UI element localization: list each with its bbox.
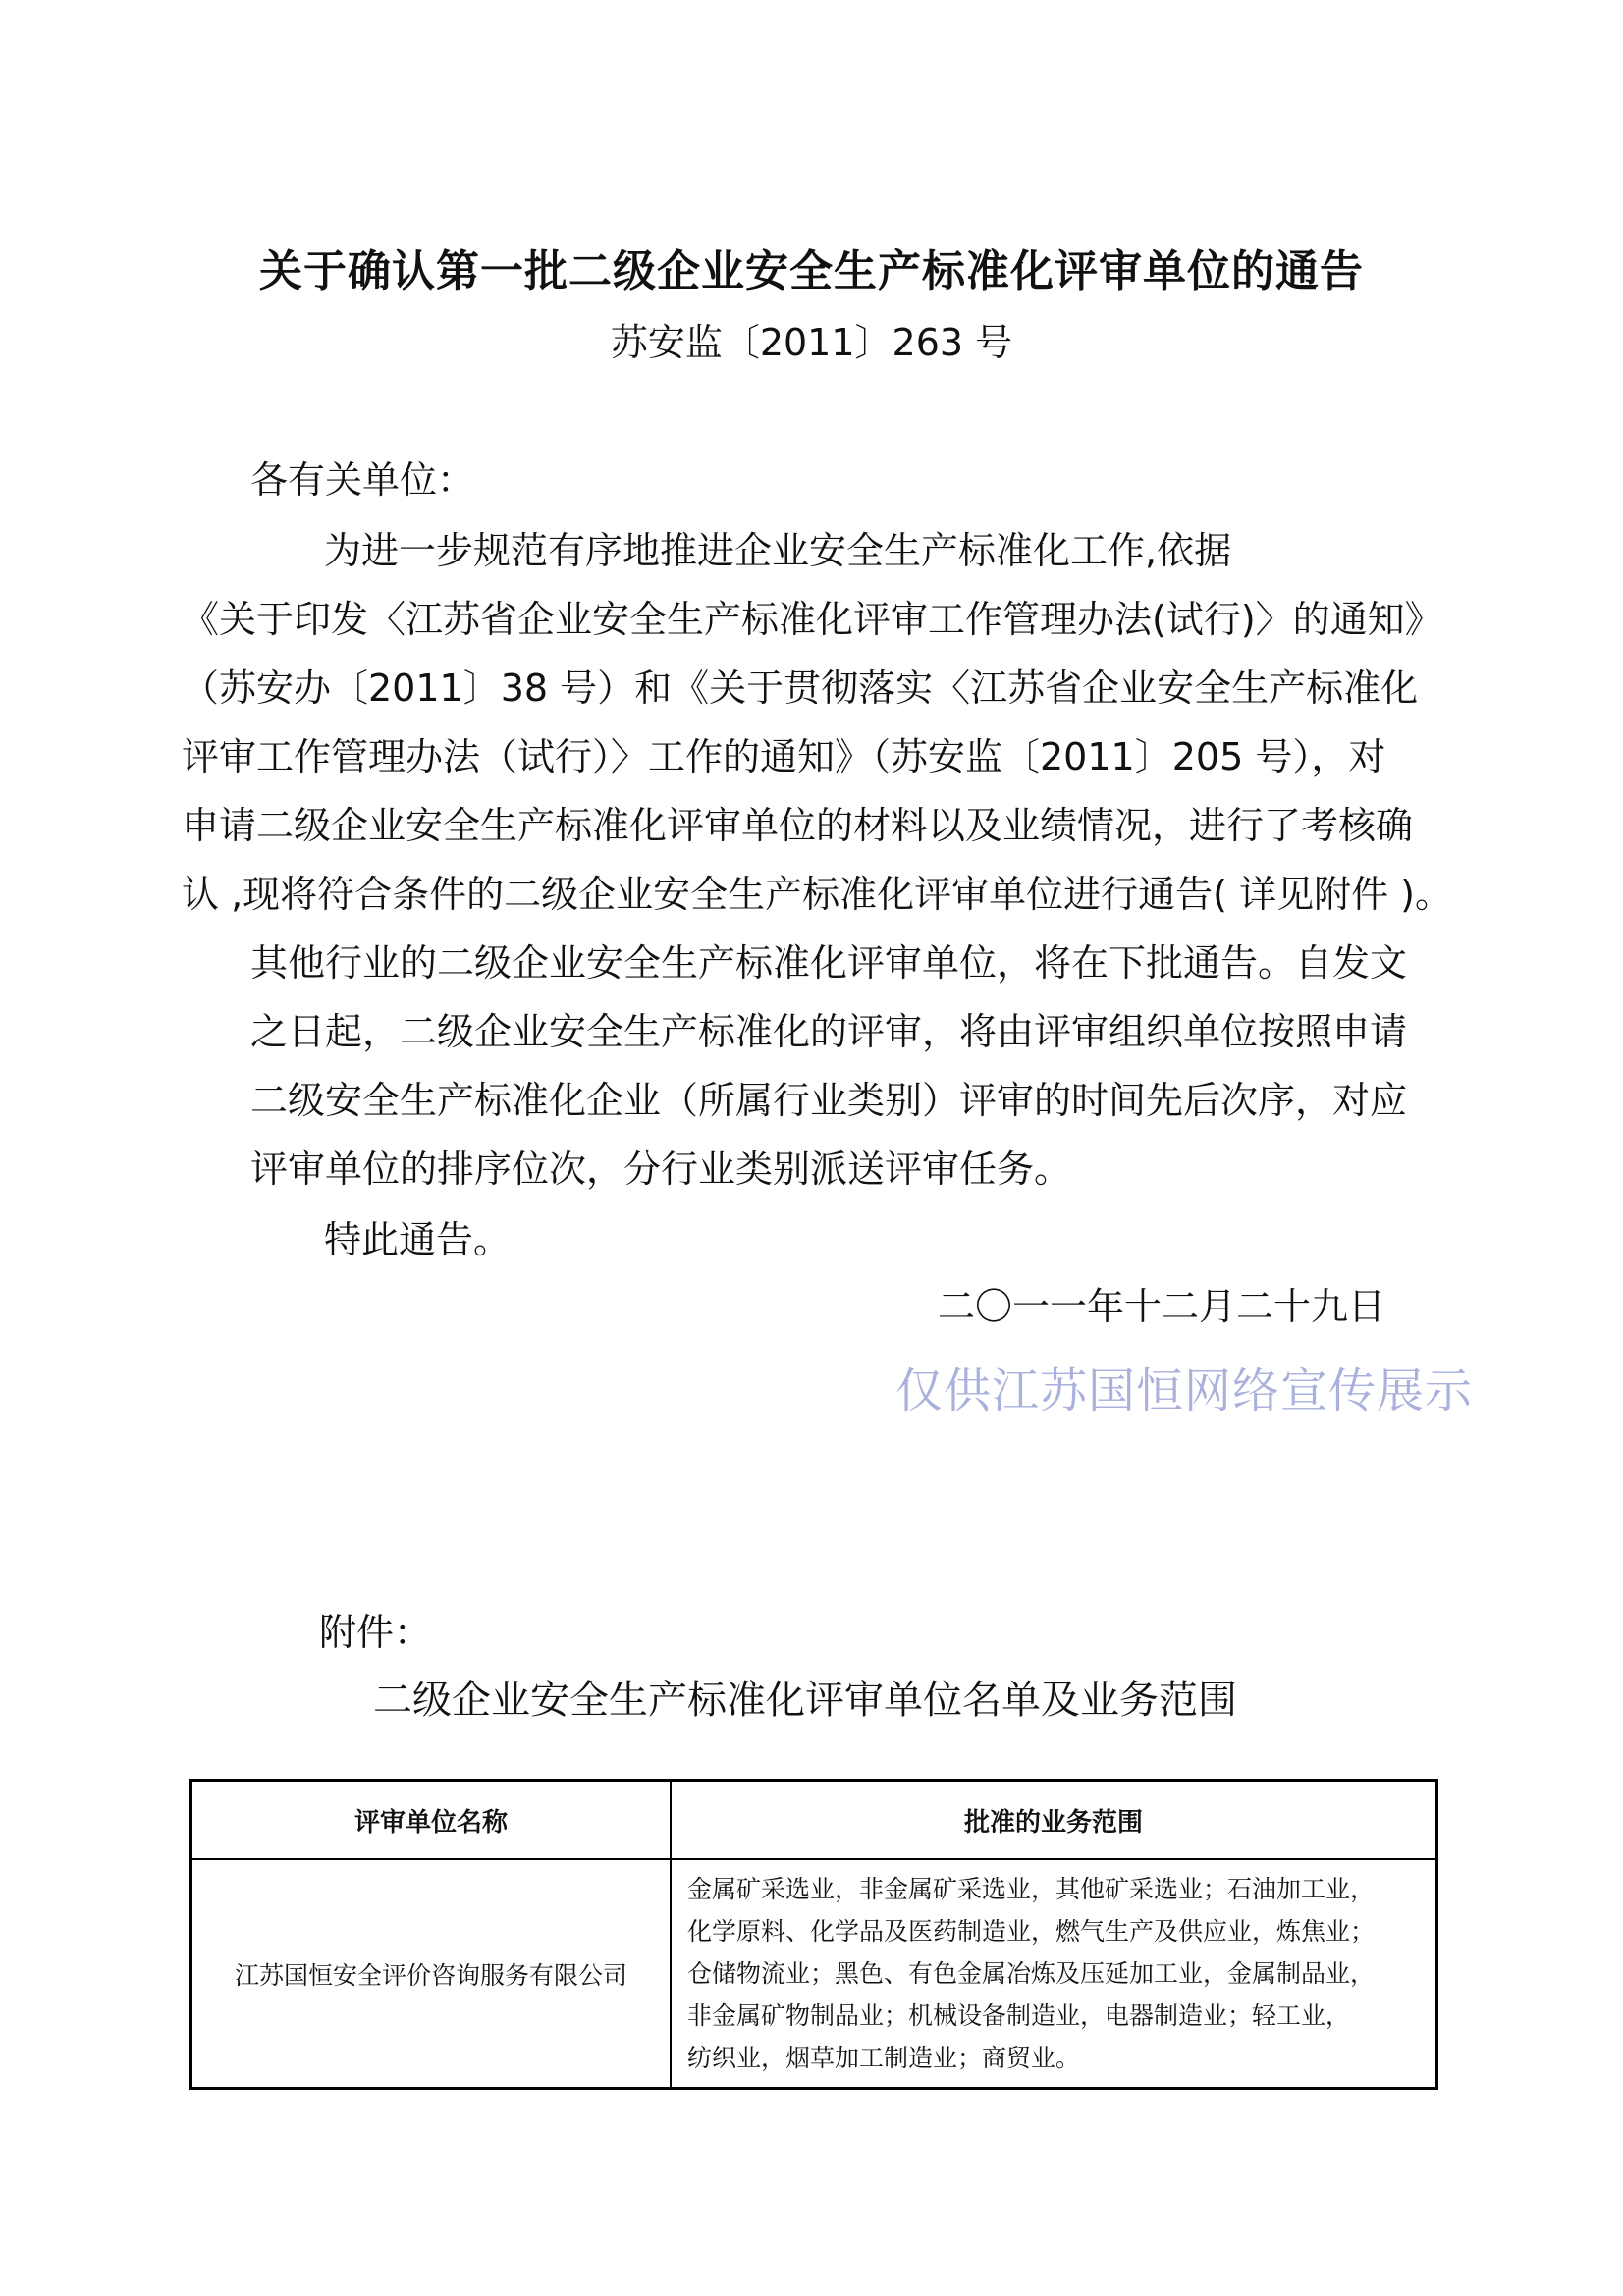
unit-name-cell: 江苏国恒安全评价咨询服务有限公司 (191, 1859, 672, 2089)
table-row (191, 1859, 1437, 2089)
body-line: （苏安办〔2011〕38 号）和《关于贯彻落实〈江苏省企业安全生产标准化 (182, 667, 1419, 710)
body-line: 认 ,现将符合条件的二级企业安全生产标准化评审单位进行通告( 详见附件 )。 (182, 873, 1452, 916)
review-units-table (189, 1779, 1438, 2090)
closing-line: 特此通告。 (324, 1218, 512, 1261)
body-line: 评审单位的排序位次，分行业类别派送评审任务。 (250, 1148, 1072, 1191)
scope-line: 仓储物流业；黑色、有色金属冶炼及压延加工业，金属制品业， (687, 1959, 1376, 1988)
scope-line: 纺织业，烟草加工制造业；商贸业。 (687, 2044, 1081, 2072)
issue-date: 二〇一一年十二月二十九日 (938, 1285, 1386, 1328)
scope-line: 化学原料、化学品及医药制造业，燃气生产及供应业，炼焦业； (687, 1917, 1376, 1946)
body-line: 为进一步规范有序地推进企业安全生产标准化工作,依据 (324, 529, 1232, 572)
body-line: 二级安全生产标准化企业（所属行业类别）评审的时间先后次序，对应 (250, 1079, 1408, 1122)
attachment-title: 二级企业安全生产标准化评审单位名单及业务范围 (373, 1678, 1237, 1723)
salutation: 各有关单位： (250, 458, 475, 502)
body-line: 申请二级企业安全生产标准化评审单位的材料以及业绩情况，进行了考核确 (182, 804, 1414, 847)
body-line: 《关于印发〈江苏省企业安全生产标准化评审工作管理办法(试行)〉的通知》 (182, 598, 1442, 641)
table-header-row (191, 1781, 1437, 1860)
column-header-unit-name: 评审单位名称 (191, 1781, 672, 1860)
body-line: 其他行业的二级企业安全生产标准化评审单位，将在下批通告。自发文 (250, 941, 1408, 985)
scope-line: 非金属矿物制品业；机械设备制造业，电器制造业；轻工业， (687, 2002, 1351, 2030)
column-header-business-scope: 批准的业务范围 (671, 1781, 1437, 1860)
body-line: 之日起，二级企业安全生产标准化的评审，将由评审组织单位按照申请 (250, 1010, 1408, 1053)
body-line: 评审工作管理办法（试行）〉工作的通知》（苏安监〔2011〕205 号），对 (182, 735, 1386, 778)
document-number: 苏安监〔2011〕263 号 (610, 321, 1013, 364)
watermark: 仅供江苏国恒网络宣传展示 (895, 1363, 1474, 1418)
attachment-label: 附件： (319, 1611, 432, 1654)
business-scope-cell (671, 1859, 1437, 2089)
scope-line: 金属矿采选业，非金属矿采选业，其他矿采选业；石油加工业， (687, 1875, 1376, 1903)
notice-title: 关于确认第一批二级企业安全生产标准化评审单位的通告 (259, 246, 1364, 296)
